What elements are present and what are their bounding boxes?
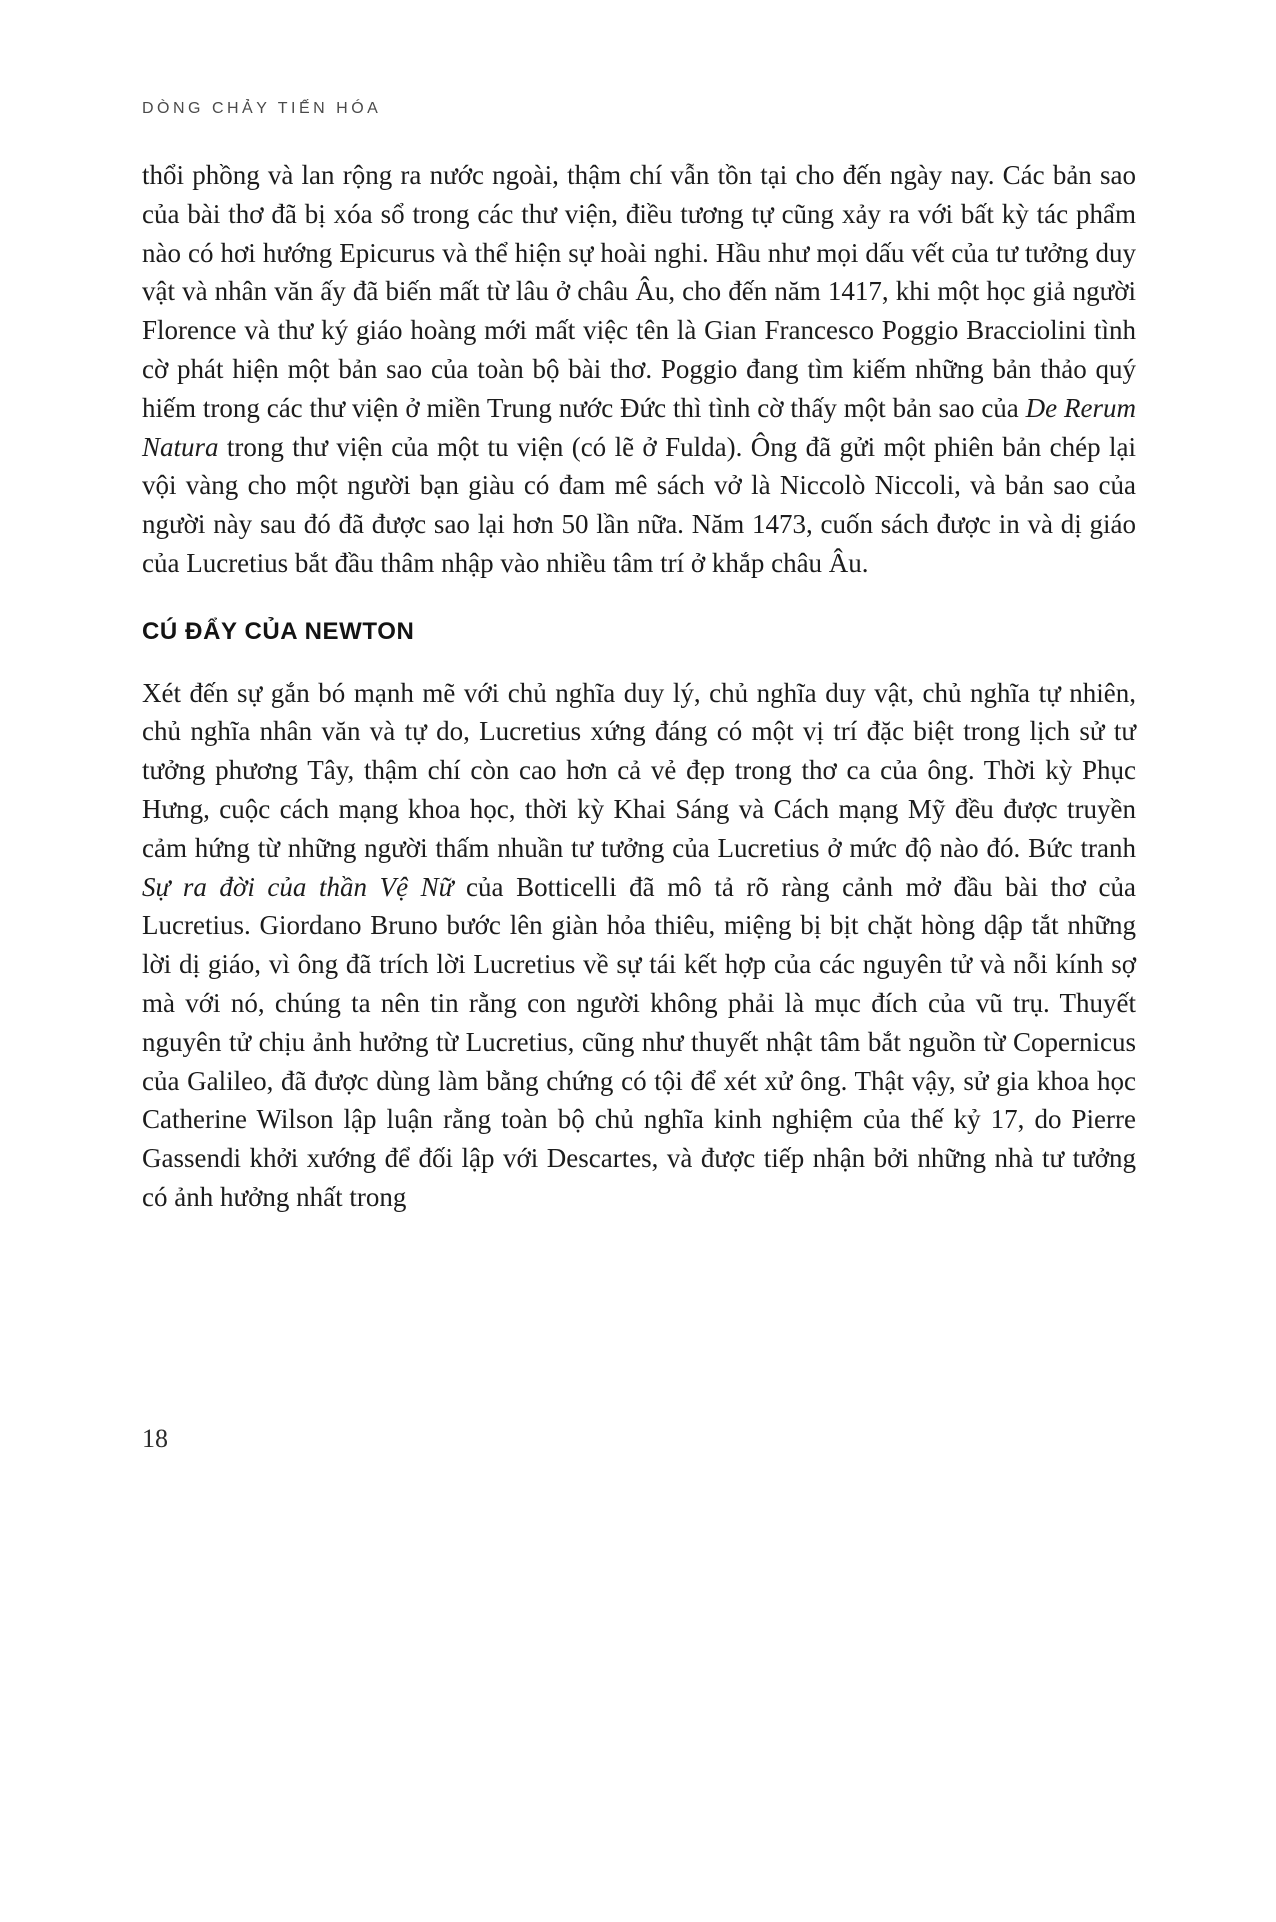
section-heading: CÚ ĐẨY CỦA NEWTON: [142, 617, 415, 645]
paragraph-2: [142, 674, 1136, 1217]
paragraph-2-text-continued: của Botticelli đã mô tả rõ ràng cảnh mở đầu bài thơ của Lucretius. Giordano Bruno bước lên giàn hỏa thiêu, miệng bị bịt chặt hòng dập tắt những lời dị giáo, vì ông đã trích lời Lucretius về sự tái kết hợp của các nguyên tử và nỗi kính sợ mà với nó, chúng ta nên tin rằng con người không phải là mục đích của vũ trụ. Thuyết nguyên tử chịu ảnh hưởng từ Lucretius, cũng như thuyết nhật tâm bắt nguồn từ Copernicus của Galileo, đã được dùng làm bằng chứng có tội để xét xử ông. Thật vậy, sử gia khoa học Catherine Wilson lập luận rằng toàn bộ chủ nghĩa kinh nghiệm của thế kỷ 17, do Pierre Gassendi khởi xướng để đối lập với Descartes, và được tiếp nhận bởi những nhà tư tưởng có ảnh hưởng nhất trong: [142, 871, 1137, 1212]
paragraph-1: [142, 156, 1136, 583]
book-title-italic: De Rerum Natura: [142, 392, 1137, 462]
paragraph-1-text-continued: trong thư viện của một tu viện (có lẽ ở Fulda). Ông đã gửi một phiên bản chép lại vội vàng cho một người bạn giàu có đam mê sách vở là Niccolò Niccoli, và bản sao của người này sau đó đã được sao lại hơn 50 lần nữa. Năm 1473, cuốn sách được in và dị giáo của Lucretius bắt đầu thâm nhập vào nhiều tâm trí ở khắp châu Âu.: [142, 431, 1136, 578]
page-body: [142, 156, 1136, 1217]
running-header: DÒNG CHẢY TIẾN HÓA: [142, 100, 382, 117]
page-number: 18: [142, 1424, 168, 1453]
paragraph-1-text: thổi phồng và lan rộng ra nước ngoài, thậm chí vẫn tồn tại cho đến ngày nay. Các bản sao của bài thơ đã bị xóa sổ trong các thư viện, điều tương tự cũng xảy ra với bất kỳ tác phẩm nào có hơi hướng Epicurus và thể hiện sự hoài nghi. Hầu như mọi dấu vết của tư tưởng duy vật và nhân văn ấy đã biến mất từ lâu ở châu Âu, cho đến năm 1417, khi một học giả người Florence và thư ký giáo hoàng mới mất việc tên là Gian Francesco Poggio Bracciolini tình cờ phát hiện một bản sao của toàn bộ bài thơ. Poggio đang tìm kiếm những bản thảo quý hiếm trong các thư viện ở miền Trung nước Đức thì tình cờ thấy một bản sao của: [142, 160, 1136, 423]
paragraph-2-text: Xét đến sự gắn bó mạnh mẽ với chủ nghĩa duy lý, chủ nghĩa duy vật, chủ nghĩa tự nhiên, chủ nghĩa nhân văn và tự do, Lucretius xứng đáng có một vị trí đặc biệt trong lịch sử tư tưởng phương Tây, thậm chí còn cao hơn cả vẻ đẹp trong thơ ca của ông. Thời kỳ Phục Hưng, cuộc cách mạng khoa học, thời kỳ Khai Sáng và Cách mạng Mỹ đều được truyền cảm hứng từ những người thấm nhuần tư tưởng của Lucretius ở mức độ nào đó. Bức tranh: [142, 677, 1136, 863]
painting-title-italic: Sự ra đời của thần Vệ Nữ: [142, 871, 454, 902]
